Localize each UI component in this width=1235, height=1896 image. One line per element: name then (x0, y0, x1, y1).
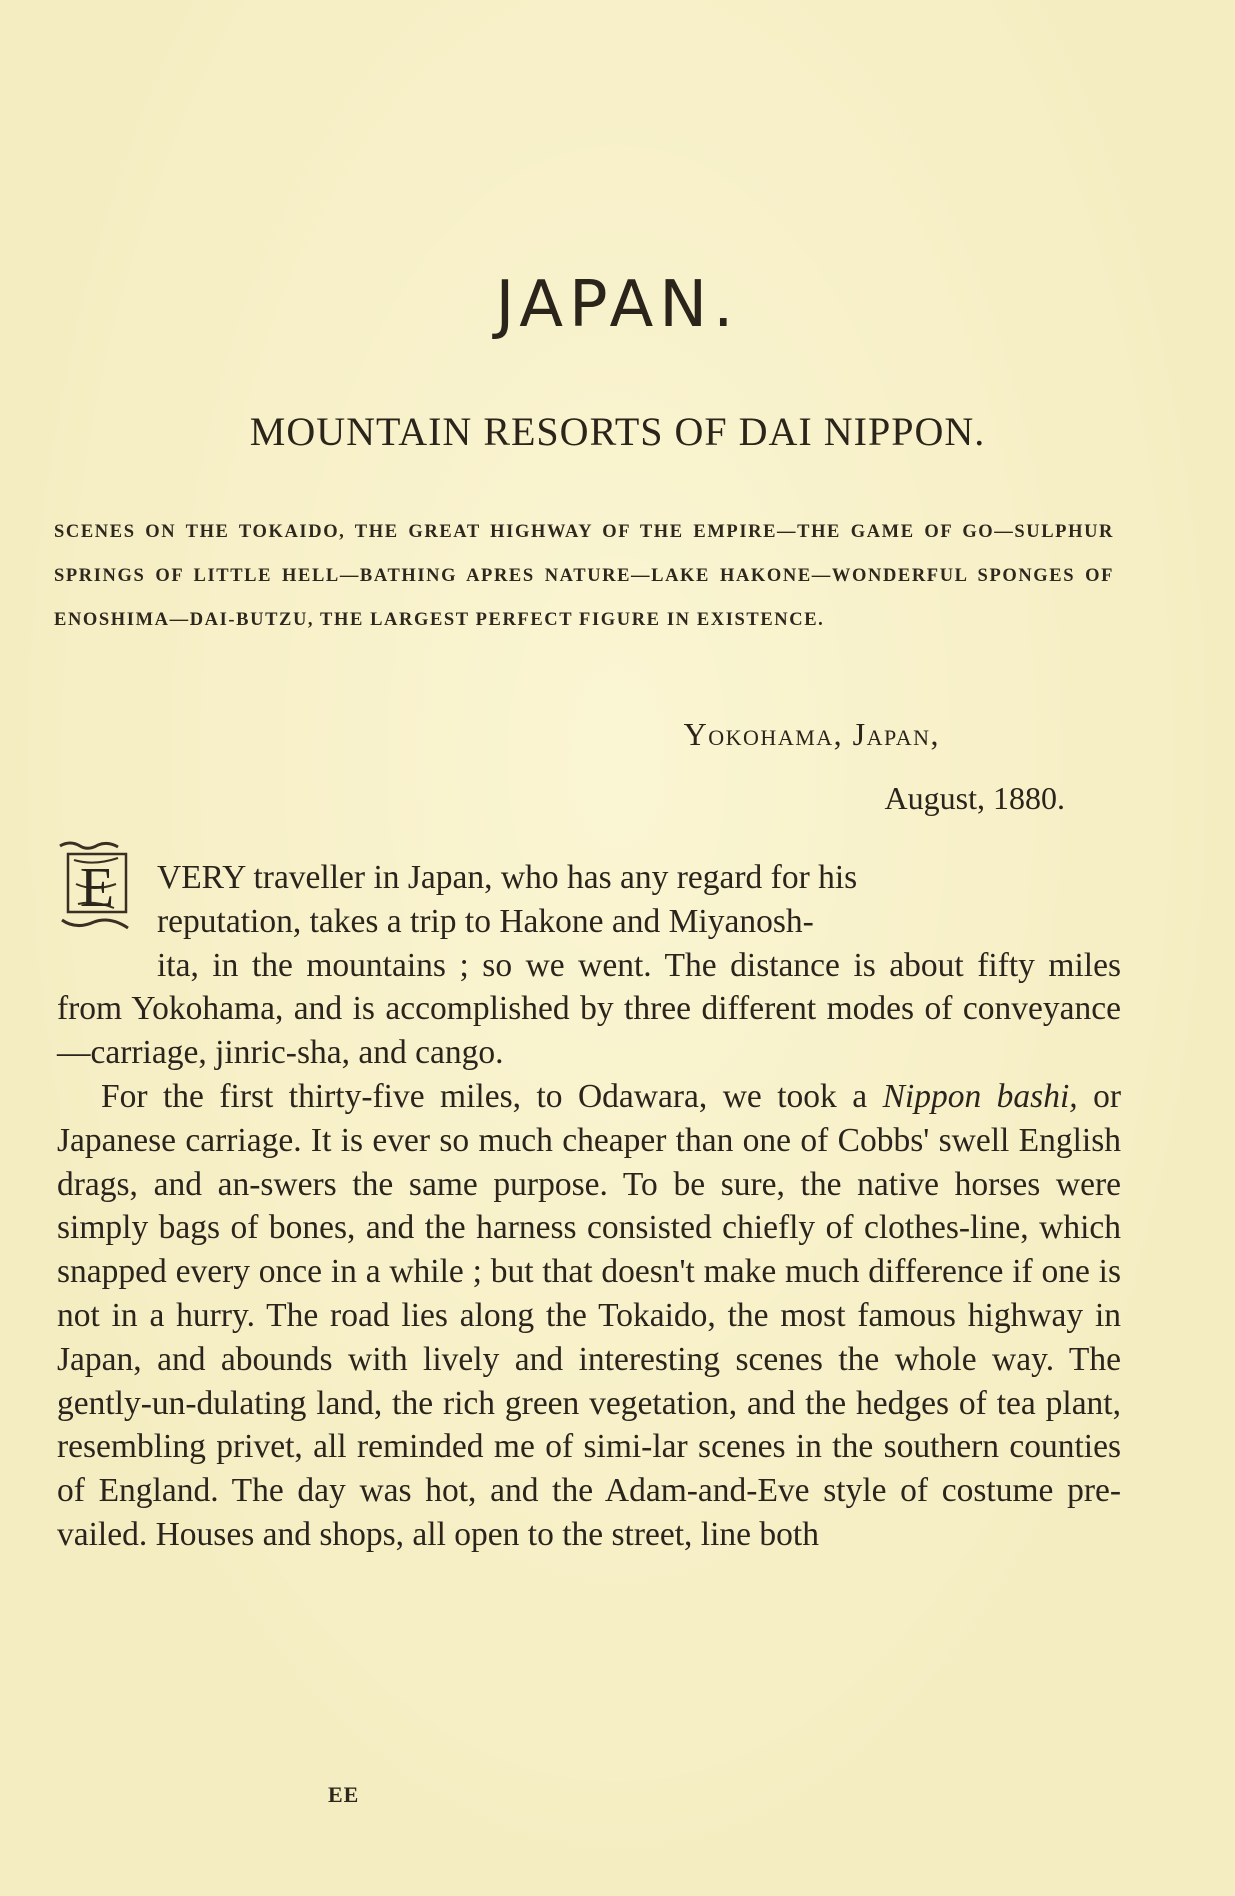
paragraph-1-rest: is about fifty miles from Yokohama, and is accomplished by three different modes of conveyance—carriage, jinric-sha, and cango. (57, 946, 1121, 1072)
paragraph-1-line-3: ita, in the mountains ; so we went. The distance (157, 946, 840, 984)
paragraph-2 (57, 1075, 1121, 1557)
chapter-synopsis: SCENES ON THE TOKAIDO, THE GREAT HIGHWAY OF THE EMPIRE—THE GAME OF GO—SULPHUR SPRINGS OF LITTLE HELL—BATHING APRES NATURE—LAKE HAKONE—WONDERFUL SPONGES OF ENOSHIMA—DAI-BUTZU, THE LARGEST PERFECT FIGURE IN EXISTENCE. (54, 522, 1114, 630)
chapter-title: JAPAN. (495, 268, 740, 342)
paragraph-2-rest: or Japanese carriage. It is ever so much cheaper than one of Cobbs' swell English drags, and an-swers the same purpose. To be sure, the native horses were simply bags of bones, and the harness consisted chiefly of clothes-line, which snapped every once in a while ; but that doesn't make much difference if one is not in a hurry. The road lies along the Tokaido, the most famous highway in Japan, and abounds with lively and interesting scenes the whole way. The gently-un-dulating land, the rich green vegetation, and the hedges of tea plant, resembling privet, all reminded me of simi-lar scenes in the southern counties of England. The day was hot, and the Adam-and-Eve style of costume pre-vailed. Houses and shops, all open to the street, line both (57, 1077, 1122, 1553)
paragraph-1-line-1: VERY traveller in Japan, who has any regard for his (157, 859, 858, 896)
section-title: MOUNTAIN RESORTS OF DAI NIPPON. (249, 409, 986, 454)
dateline-place: Yokohama, Japan, (683, 716, 940, 752)
paragraph-1 (57, 856, 1121, 1075)
dropcap-letter: E (79, 857, 115, 919)
body-text (57, 856, 1121, 1557)
dateline-date: August, 1880. (884, 780, 1065, 816)
paragraph-2-italic-phrase: Nippon bashi, (882, 1077, 1078, 1115)
paragraph-1-line-2: reputation, takes a trip to Hakone and Miyanosh- (157, 902, 814, 940)
signature-mark: EE (328, 1782, 360, 1807)
paragraph-2-start: For the first thirty-five miles, to Odawara, we took a (101, 1077, 868, 1115)
